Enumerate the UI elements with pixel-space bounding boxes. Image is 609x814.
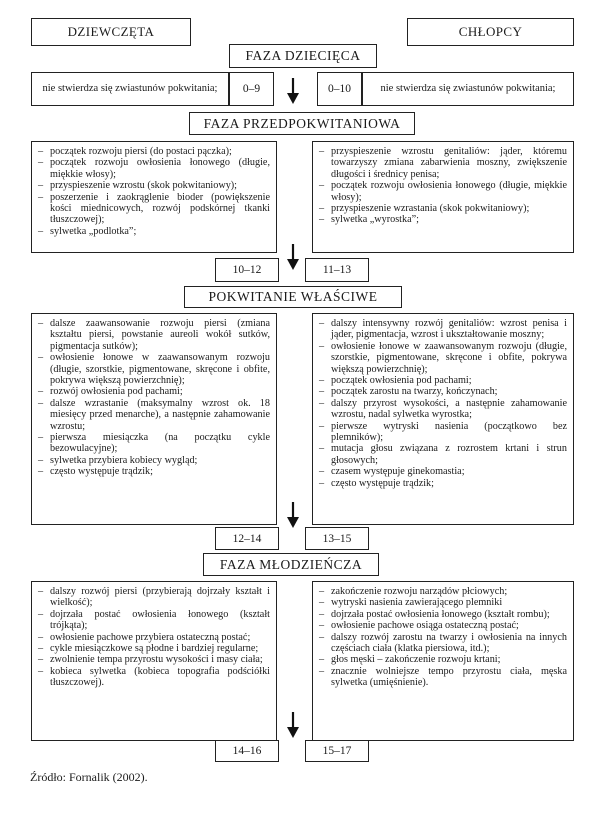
list-item: – pierwsze wytryski nasienia (początkowo bez plemników); [319, 421, 567, 444]
adolescence-boys-age: 15–17 [305, 740, 369, 762]
puberty-girls-list [31, 313, 277, 525]
list-item: – często występuje trądzik; [319, 478, 567, 489]
childhood-boys-note: nie stwierdza się zwiastunów pokwitania; [362, 72, 574, 106]
list-item: – owłosienie łonowe w zaawansowanym rozwoju (długie, szorstkie, pigmentowane, skręcone i obfite, pokrywa większą powierzchnię); [38, 352, 270, 386]
list-item: – dalszy rozwój piersi (przybierają dojrzały kształt i wielkość); [38, 586, 270, 609]
arrow-down-icon [287, 502, 299, 528]
list-item: – początek rozwoju owłosienia łonowego (długie, miękkie włosy); [319, 180, 567, 203]
list-item: – dojrzała postać owłosienia łonowego (kształt rombu); [319, 609, 567, 620]
puberty-girls-age: 12–14 [215, 527, 279, 550]
list-item: – przyspieszenie wzrastania (skok pokwitaniowy); [319, 203, 567, 214]
list-item: – początek owłosienia pod pachami; [319, 375, 567, 386]
list-item: – sylwetka „wyrostka”; [319, 214, 567, 225]
arrow-down-icon [287, 78, 299, 104]
list-item: – pierwsza miesiączka (na początku cykle bezowulacyjne); [38, 432, 270, 455]
list-item: – mutacja głosu związana z rozrostem krtani i strun głosowych; [319, 443, 567, 466]
boys-header: CHŁOPCY [407, 18, 574, 46]
puberty-boys-list [312, 313, 574, 525]
prepubertal-boys-list [312, 141, 574, 253]
list-item: – zakończenie rozwoju narządów płciowych; [319, 586, 567, 597]
adolescence-boys-list [312, 581, 574, 741]
list-item: – czasem występuje ginekomastia; [319, 466, 567, 477]
prepubertal-girls-list [31, 141, 277, 253]
phase-adolescence-title: FAZA MŁODZIEŃCZA [203, 553, 379, 576]
list-item: – wytryski nasienia zawierającego plemniki [319, 597, 567, 608]
list-item: – owłosienie pachowe osiąga ostateczną postać; [319, 620, 567, 631]
list-item: – rozwój owłosienia pod pachami; [38, 386, 270, 397]
girls-header: DZIEWCZĘTA [31, 18, 191, 46]
prepubertal-girls-age: 10–12 [215, 258, 279, 282]
list-item: – dojrzała postać owłosienia łonowego (kształt trójkąta); [38, 609, 270, 632]
childhood-girls-age: 0–9 [229, 72, 274, 106]
list-item: – początek zarostu na twarzy, kończynach; [319, 386, 567, 397]
list-item: – często występuje trądzik; [38, 466, 270, 477]
childhood-boys-age: 0–10 [317, 72, 362, 106]
list-item: – owłosienie pachowe przybiera ostateczną postać; [38, 632, 270, 643]
list-item: – sylwetka „podlotka”; [38, 226, 270, 237]
adolescence-girls-age: 14–16 [215, 740, 279, 762]
list-item: – kobieca sylwetka (kobieca topografia podściółki tłuszczowej). [38, 666, 270, 689]
list-item: – dalszy przyrost wysokości, a następnie zahamowanie wzrostu, nadal sylwetka wyrostka; [319, 398, 567, 421]
list-item: – dalsze zaawansowanie rozwoju piersi (zmiana kształtu piersi, powstanie aureoli wokół sutków, pigmentacja sutków); [38, 318, 270, 352]
list-item: – głos męski – zakończenie rozwoju krtani; [319, 654, 567, 665]
list-item: – znacznie wolniejsze tempo przyrostu ciała, męska sylwetka (umięśnienie). [319, 666, 567, 689]
phase-puberty-title: POKWITANIE WŁAŚCIWE [184, 286, 402, 308]
source-caption: Źródło: Fornalik (2002). [30, 770, 148, 784]
arrow-down-icon [287, 244, 299, 270]
list-item: – początek rozwoju owłosienia łonowego (długie, miękkie włosy); [38, 157, 270, 180]
list-item: – dalszy intensywny rozwój genitaliów: wzrost penisa i jąder, pigmentacja, wzrost i ukształtowanie moszny; [319, 318, 567, 341]
childhood-girls-note: nie stwierdza się zwiastunów pokwitania; [31, 72, 229, 106]
list-item: – poszerzenie i zaokrąglenie bioder (powiększenie kości miednicowych, rozwój podskórnej tkanki tłuszczowej); [38, 192, 270, 226]
adolescence-girls-list [31, 581, 277, 741]
list-item: – cykle miesiączkowe są płodne i bardziej regularne; [38, 643, 270, 654]
phase-childhood-title: FAZA DZIECIĘCA [229, 44, 377, 68]
puberty-boys-age: 13–15 [305, 527, 369, 550]
list-item: – dalszy rozwój zarostu na twarzy i owłosienia na innych częściach ciała (klatka piersiowa, itd.); [319, 632, 567, 655]
arrow-down-icon [287, 712, 299, 738]
prepubertal-boys-age: 11–13 [305, 258, 369, 282]
list-item: – zwolnienie tempa przyrostu wysokości i masy ciała; [38, 654, 270, 665]
list-item: – owłosienie łonowe w zaawansowanym rozwoju (długie, szorstkie, pigmentowane, skręcone i obfite, pokrywa większą powierzchnię); [319, 341, 567, 375]
list-item: – dalsze wzrastanie (maksymalny wzrost ok. 18 miesięcy przed menarche), a następnie zahamowanie wzrostu; [38, 398, 270, 432]
list-item: – przyspieszenie wzrostu genitaliów: jąder, któremu towarzyszy zmiana zabarwienia moszny, zwiększenie długości i średnicy penisa; [319, 146, 567, 180]
phase-prepubertal-title: FAZA PRZEDPOKWITANIOWA [189, 112, 415, 135]
list-item: – początek rozwoju piersi (do postaci pączka); [38, 146, 270, 157]
list-item: – sylwetka przybiera kobiecy wygląd; [38, 455, 270, 466]
list-item: – przyspieszenie wzrostu (skok pokwitaniowy); [38, 180, 270, 191]
